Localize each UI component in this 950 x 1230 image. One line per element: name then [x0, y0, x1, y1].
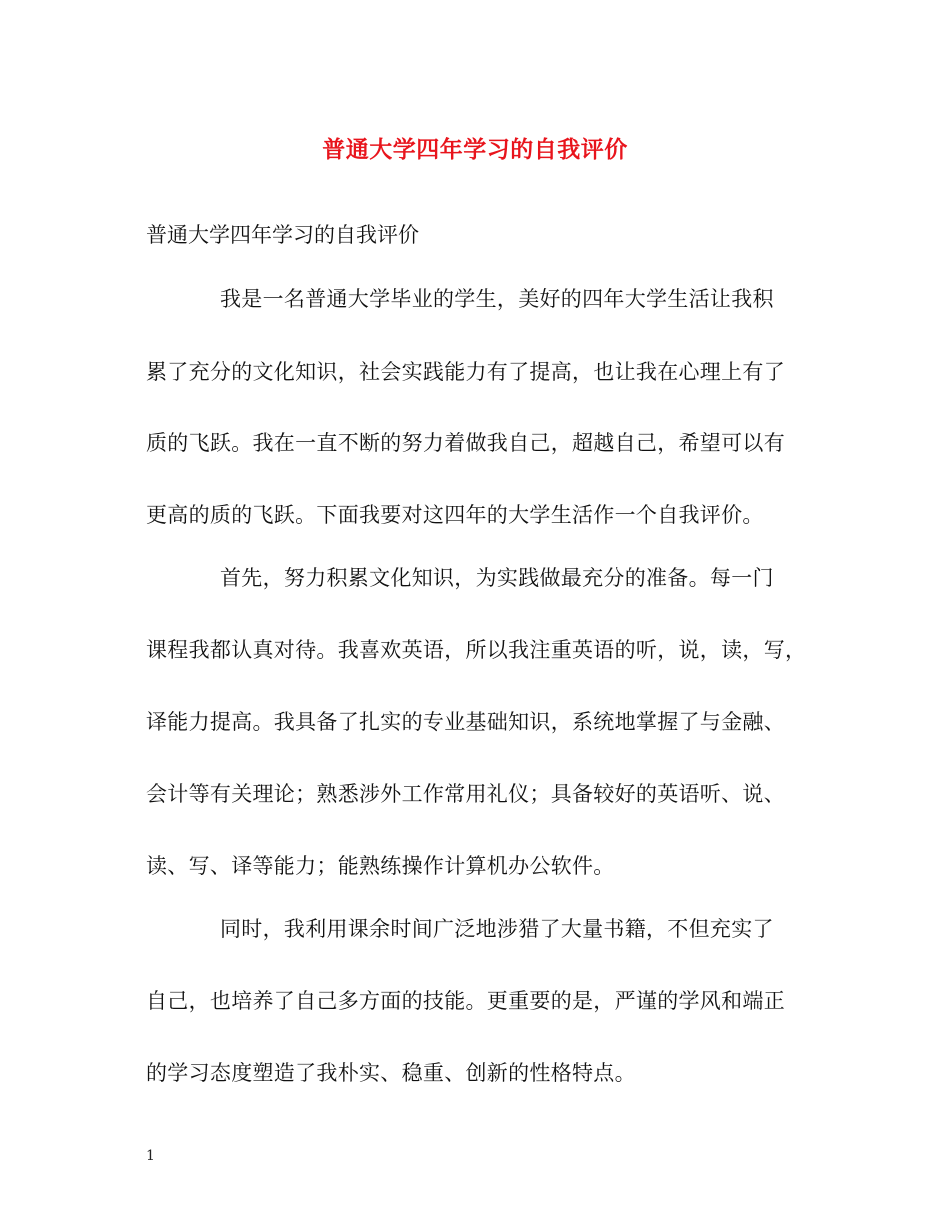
paragraph-1-line-1: 我是一名普通大学毕业的学生，美好的四年大学生活让我积 — [220, 287, 774, 311]
paragraph-1-line-2: 累了充分的文化知识，社会实践能力有了提高，也让我在心理上有了 — [146, 360, 785, 384]
paragraph-2-line-3: 译能力提高。我具备了扎实的专业基础知识，系统地掌握了与金融、 — [146, 710, 785, 734]
paragraph-3-line-3: 的学习态度塑造了我朴实、稳重、创新的性格特点。 — [146, 1061, 636, 1085]
paragraph-2-line-5: 读、写、译等能力；能熟练操作计算机办公软件。 — [146, 854, 615, 878]
page-number: 1 — [146, 1148, 155, 1164]
paragraph-3-line-2: 自己，也培养了自己多方面的技能。更重要的是，严谨的学风和端正 — [146, 989, 785, 1013]
paragraph-3-line-1: 同时，我利用课余时间广泛地涉猎了大量书籍，不但充实了 — [220, 917, 774, 941]
paragraph-2-line-2: 课程我都认真对待。我喜欢英语，所以我注重英语的听，说，读，写， — [146, 638, 807, 662]
paragraph-1-line-3: 质的飞跃。我在一直不断的努力着做我自己，超越自己，希望可以有 — [146, 431, 785, 455]
paragraph-2-line-1: 首先，努力积累文化知识，为实践做最充分的准备。每一门 — [220, 566, 774, 590]
document-title: 普通大学四年学习的自我评价 — [322, 136, 628, 163]
paragraph-2-line-4: 会计等有关理论；熟悉涉外工作常用礼仪；具备较好的英语听、说、 — [146, 782, 785, 806]
document-heading: 普通大学四年学习的自我评价 — [146, 223, 419, 247]
paragraph-1-line-4: 更高的质的飞跃。下面我要对这四年的大学生活作一个自我评价。 — [146, 503, 764, 527]
